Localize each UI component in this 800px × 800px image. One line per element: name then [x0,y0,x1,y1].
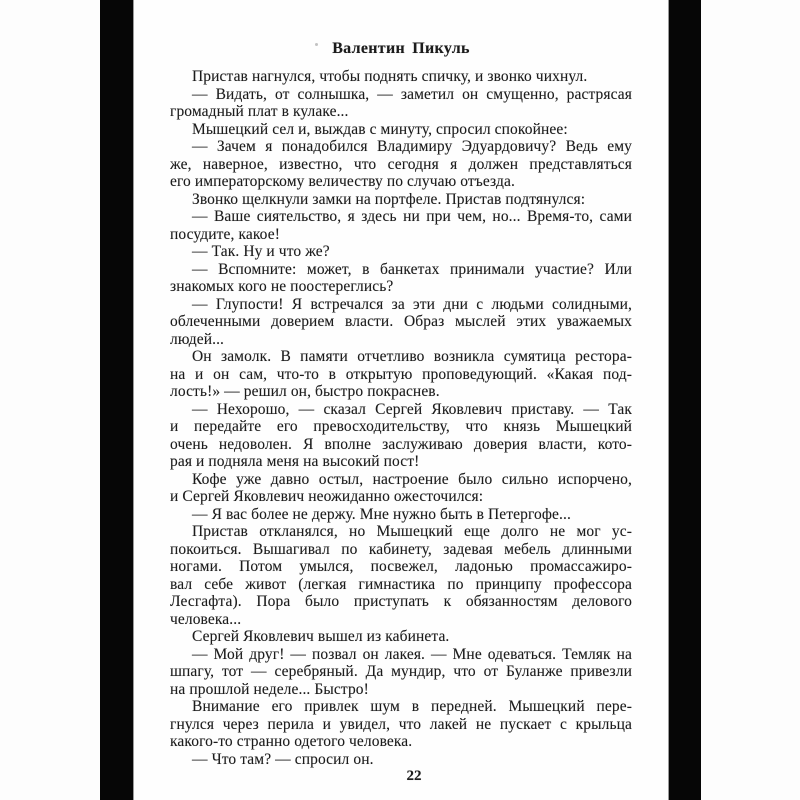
page-edge-shadow-right [668,0,701,800]
text-line: знакомых кого не поостереглись? [170,278,394,295]
text-line: вал себе живот (легкая гимнастика по принципу профессора [170,575,632,593]
text-line: — Видать, от солнышка, — заметил он смущенно, растрясая [192,85,632,103]
text-line: — Я вас более не держу. Мне нужно быть в Петергофе... [192,505,571,523]
text-line: гнулся через перила и увидел, что лакей не пускает с крыльца [170,715,632,733]
text-line: людей... [170,330,225,348]
text-line: — Что там? — спросил он. [192,750,374,768]
text-line: на прошлой неделе... Быстро! [170,680,369,698]
text-line: покоиться. Вышагивал по кабинету, задевая мебель длинными [170,540,632,558]
book-page [134,0,668,800]
text-line: же, наверное, известно, что сегодня я должен представляться [170,155,632,173]
text-line: — Глупости! Я встречался за эти дни с людьми солидными, [192,295,632,313]
text-line: ногами. Потом умылся, посвежел, ладонью промассажиро- [170,558,632,575]
text-column [170,40,632,768]
text-line: Мышецкий сел и, выждав с минуту, спросил спокойнее: [192,120,568,138]
text-line: — Так. Ну и что же? [192,243,330,260]
text-line: и передайте его превосходительству, что князь Мышецкий [170,418,632,435]
text-line: Кофе уже давно остыл, настроение было сильно испорчено, [192,470,632,488]
text-line: — Мой друг! — позвал он лакея. — Мне одеваться. Темляк на [192,645,632,663]
page-text [170,68,632,768]
text-line: — Зачем я понадобился Владимиру Эдуардовичу? Ведь ему [192,138,632,155]
text-line: посудите, какое! [170,225,280,243]
text-line: на и он сам, что-то в открытую проповедующий. «Какая под- [170,365,632,383]
text-line: и Сергей Яковлевич неожиданно ожесточился: [170,488,484,505]
text-line: громадный плат в кулаке... [170,103,349,120]
text-line: Лесгафта). Пора было приступать к обязанностям делового [170,593,632,610]
text-line: Сергей Яковлевич вышел из кабинета. [192,628,450,645]
running-header: Валентин Пикуль [332,40,470,57]
text-line: — Вспомните: может, в банкетах принимали участие? Или [192,260,632,278]
text-line: Пристав откланялся, но Мышецкий еще долго не мог ус- [192,523,632,540]
text-line: лость!» — решил он, быстро покраснев. [170,383,440,400]
page-edge-shadow-left [100,0,134,800]
text-line: облеченными доверием власти. Образ мыслей этих уважаемых [170,313,632,330]
text-line: Внимание его привлек шум в передней. Мышецкий пере- [192,698,632,715]
text-line: очень недоволен. Я вполне заслуживаю доверия власти, кото- [170,435,632,453]
text-line: — Нехорошо, — сказал Сергей Яковлевич приставу. — Так [192,400,632,418]
text-line: шпагу, тот — серебряный. Да мундир, что от Буланже привезли [170,663,632,680]
text-line: — Ваше сиятельство, я здесь ни при чем, но... Время-то, сами [192,208,632,225]
text-line: человека... [170,610,242,628]
text-line: рая и подняла меня на высокий пост! [170,453,420,470]
text-line: его императорскому величеству по случаю отъезда. [170,173,515,190]
text-line: Он замолк. В памяти отчетливо возникла сумятица рестора- [192,348,632,365]
page-number: 22 [406,768,422,784]
text-line: Звонко щелкнули замки на портфеле. Пристав подтянулся: [192,190,586,208]
text-line: какого-то странно одетого человека. [170,733,413,750]
text-line: Пристав нагнулся, чтобы поднять спичку, и звонко чихнул. [192,68,588,85]
